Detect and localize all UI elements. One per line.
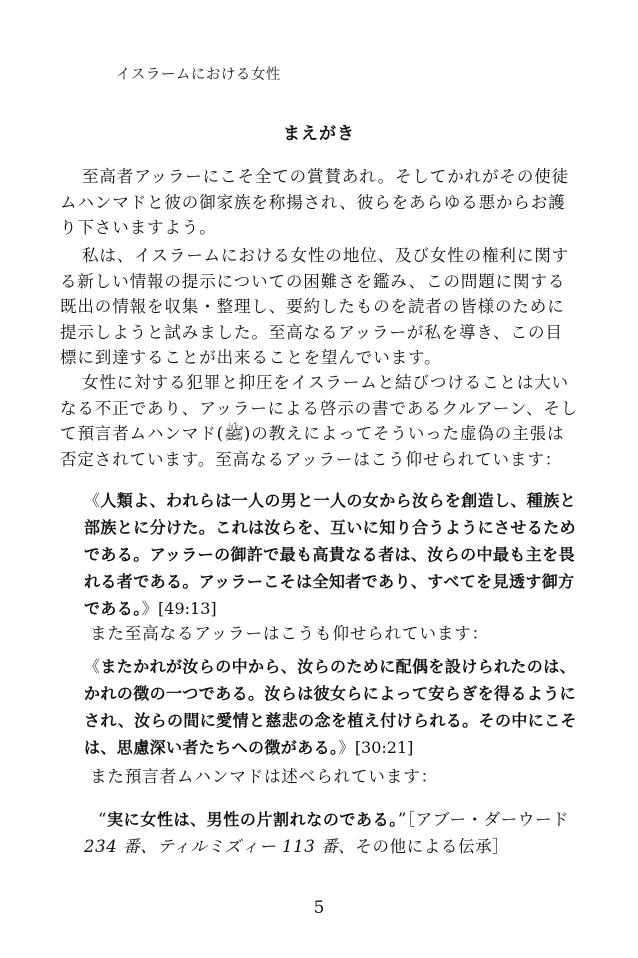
hadith-source-numbers: 234 番、ティルミズィー 113 番 — [84, 837, 339, 856]
page-number: 5 — [313, 898, 325, 918]
hadith-source-close: 、その他による伝承］ — [338, 837, 510, 856]
paragraph-3-text: 女性に対する犯罪と抑圧をイスラームと結びつけることは大いなる不正であり、アッラーによる啓示の書であるクルアーン、そして預言者ムハンマド(ﷺ)の教えによってそういった虚偽の主張は否定されています。至高なるアッラーはこう仰せられています： — [60, 373, 579, 469]
running-header: イスラームにおける女性 — [116, 67, 281, 83]
quote-close-mark: 》 — [338, 738, 355, 757]
quote-2-text: またかれが汝らの中から、汝らのために配偶を設けられたのは、かれの徴の一つである。汝らは彼女らによって安らぎを得るようにされ、汝らの間に愛情と慈悲の念を植え付けられる。その中にこそは、思慮深い者たちへの徴がある。 — [84, 657, 577, 757]
quote-close-mark: 》 — [141, 599, 159, 618]
hadith-close-mark: ” — [397, 810, 407, 829]
quote-2-reference: [30:21] — [354, 738, 414, 757]
page-title: まえがき — [283, 124, 355, 144]
paragraph-3 — [60, 370, 580, 472]
intro-note-2: また預言者ムハンマドは述べられています： — [90, 767, 438, 786]
quran-quote-2 — [84, 653, 580, 761]
paragraph-1 — [60, 164, 580, 241]
paragraph-2 — [60, 243, 580, 371]
hadith-open-mark: “ — [98, 810, 108, 829]
hadith-quote — [84, 806, 580, 860]
quote-open-mark: 《 — [84, 657, 101, 676]
hadith-source-open: ［アブー・ダーウード — [406, 810, 570, 829]
paragraph-1-text: 至高者アッラーにこそ全ての賞賛あれ。そしてかれがその使徒ムハンマドと彼の御家族を称揚され、彼らをあらゆる悪からお護り下さいますよう。 — [60, 167, 570, 237]
quote-1-reference: [49:13] — [158, 599, 217, 618]
paragraph-2-text: 私は、イスラームにおける女性の地位、及び女性の権利に関する新しい情報の提示についての困難さを鑑み、この問題に関する既出の情報を収集・整理し、要約したものを読者の皆様のために提示しようと試みました。至高なるアッラーが私を導き、この目標に到達することが出来ることを望んでいます。 — [60, 246, 570, 367]
intro-note-1: また至高なるアッラーはこうも仰せられています： — [90, 624, 490, 643]
quran-quote-1 — [84, 487, 580, 622]
hadith-text: 実に女性は、男性の片割れなのである。 — [107, 810, 398, 829]
quote-1-text: 人類よ、われらは一人の男と一人の女から汝らを創造し、種族と部族とに分けた。これは汝らを、互いに知り合うようにさせるためである。アッラーの御許で最も高貴なる者は、汝らの中最も主を畏れる者である。アッラーこそは全知者であり、すべてを見透す御方である。 — [84, 491, 577, 618]
quote-open-mark: 《 — [84, 491, 101, 510]
